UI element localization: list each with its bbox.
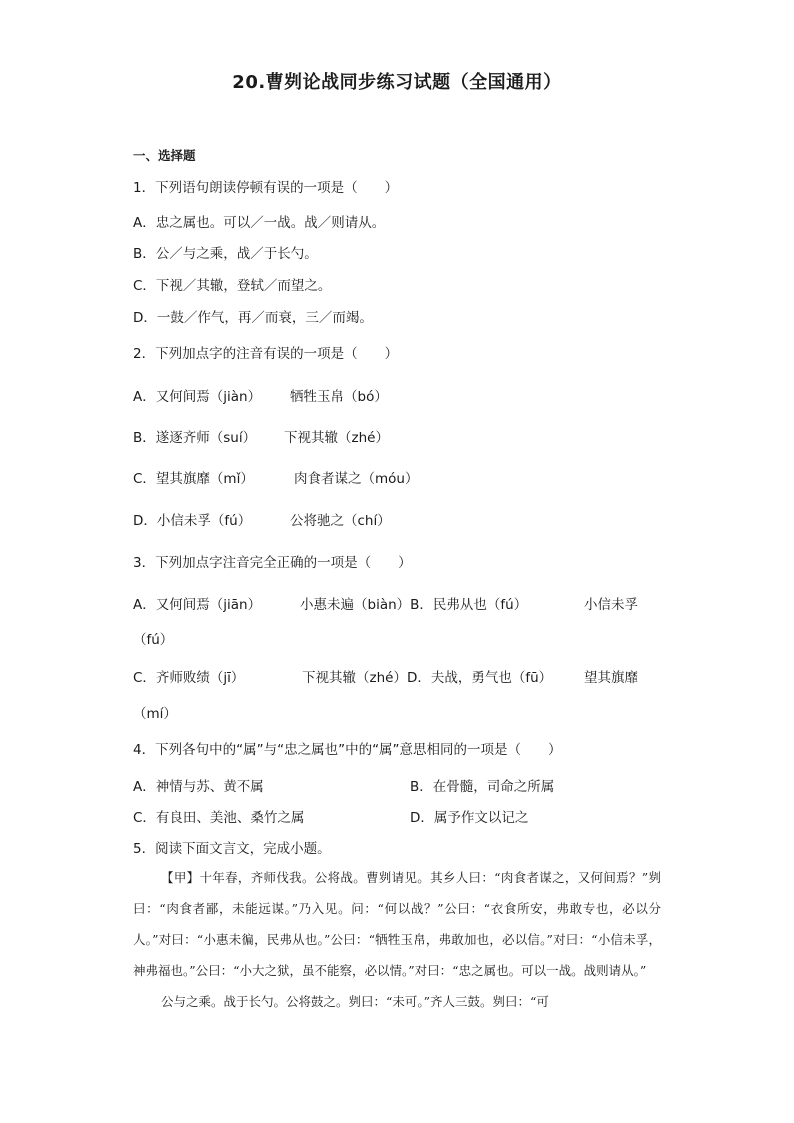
question-2-option-a-second: 牺牲玉帛（bó） xyxy=(290,389,388,405)
question-1-option-b: B．公／与之乘，战／于长勺。 xyxy=(133,246,318,262)
passage-paragraph-1: 【甲】十年春，齐师伐我。公将战。曹刿请见。其乡人曰：“肉食者谋之，又何间焉？”刿曰：“肉食者鄙，未能远谋。”乃入见。问：“何以战？”公曰：“衣食所安，弗敢专也，必以分人。”对曰：“小惠未徧，民弗从也。”公曰：“牺牲玉帛，弗敢加也，必以信。”对曰：“小信未孚，神弗福也。”公曰：“小大之狱，虽不能察，必以情。”对曰：“忠之属也。可以一战。战则请从。” xyxy=(133,870,661,978)
question-2-option-d-second: 公将驰之（chí） xyxy=(290,513,391,529)
question-3-stem: 3．下列加点字注音完全正确的一项是（ ） xyxy=(133,555,412,571)
question-2-option-c: C．望其旗靡（mǐ） xyxy=(133,471,254,487)
question-1-option-c: C．下视／其辙，登轼／而望之。 xyxy=(133,278,332,294)
question-3-option-a-b: 小惠未遍（biàn）B．民弗从也（fú） xyxy=(300,597,528,613)
question-2-option-b: B．遂逐齐师（suí） xyxy=(133,430,257,446)
question-4-option-a: A．神情与苏、黄不属 xyxy=(133,779,264,795)
question-4-option-c: C．有良田、美池、桑竹之属 xyxy=(133,810,305,826)
question-2-option-d: D．小信未孚（fú） xyxy=(133,513,252,529)
question-3-option-b-second: 小信未孚 xyxy=(584,597,638,613)
question-3-option-c-d: 下视其辙（zhé）D．夫战，勇气也（fū） xyxy=(302,670,553,686)
question-3-option-d-second: 望其旗靡 xyxy=(584,670,638,686)
question-3-option-a: A．又何间焉（jiān） xyxy=(133,597,262,613)
question-1-option-d: D．一鼓／作气，再／而衰，三／而竭。 xyxy=(133,310,373,326)
question-3-option-c: C．齐师败绩（jī） xyxy=(133,670,245,686)
classical-passage xyxy=(133,862,661,1017)
question-4-option-b: B．在骨髓，司命之所属 xyxy=(410,779,555,795)
question-1-stem: 1．下列语句朗读停顿有误的一项是（ ） xyxy=(133,180,399,196)
question-3-option-d-wrap: （mí） xyxy=(133,706,177,722)
section-heading: 一、选择题 xyxy=(133,148,196,163)
question-5-stem: 5．阅读下面文言文，完成小题。 xyxy=(133,841,331,857)
question-3-option-b-wrap: （fú） xyxy=(133,632,174,648)
question-4-option-d: D．属予作文以记之 xyxy=(410,810,529,826)
page-title: 20.曹刿论战同步练习试题（全国通用） xyxy=(232,72,562,93)
passage-paragraph-2: 公与之乘。战于长勺。公将鼓之。刿曰：“未可。”齐人三鼓。刿曰：“可 xyxy=(161,994,549,1009)
question-1-option-a: A．忠之属也。可以／一战。战／则请从。 xyxy=(133,215,386,231)
question-4-stem: 4．下列各句中的“属”与“忠之属也”中的“属”意思相同的一项是（ ） xyxy=(133,742,562,758)
question-2-stem: 2．下列加点字的注音有误的一项是（ ） xyxy=(133,346,399,362)
question-2-option-a: A．又何间焉（jiàn） xyxy=(133,389,262,405)
question-2-option-c-second: 肉食者谋之（móu） xyxy=(294,471,419,487)
question-2-option-b-second: 下视其辙（zhé） xyxy=(284,430,389,446)
